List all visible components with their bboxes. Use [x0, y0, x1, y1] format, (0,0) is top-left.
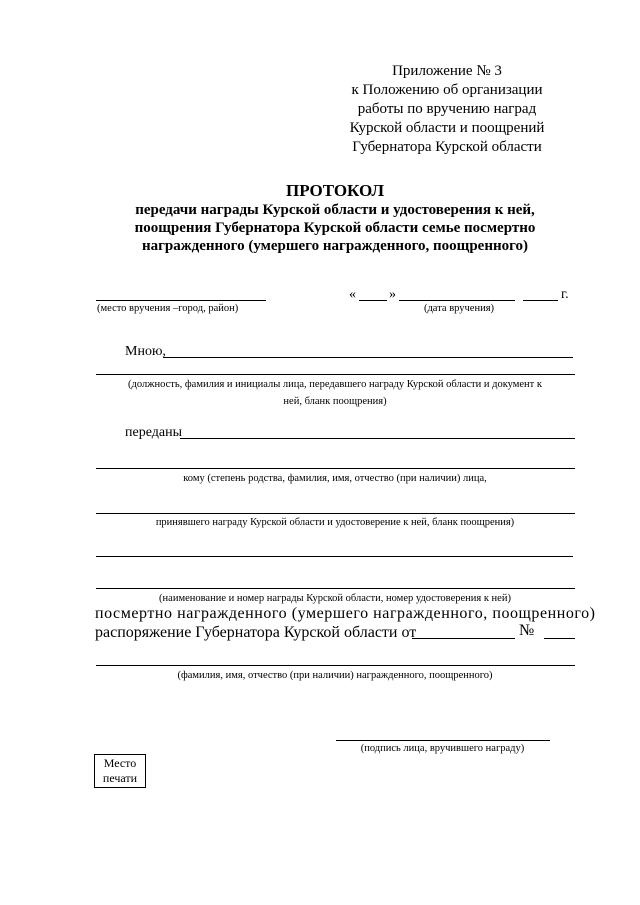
date-day-line[interactable]	[359, 300, 387, 301]
person-caption: (фамилия, имя, отчество (при наличии) награжденного, поощренного)	[177, 670, 493, 681]
by-me-label: Мною,	[125, 344, 166, 359]
order-date-line[interactable]	[412, 638, 515, 639]
award-field-line-2[interactable]	[96, 588, 575, 589]
place-field-line[interactable]	[96, 300, 266, 301]
appendix-line-3: работы по вручению наград	[357, 101, 537, 117]
protocol-subtitle-line-2: поощрения Губернатора Курской области семье посмертно	[134, 220, 536, 236]
recipient-field-line[interactable]	[96, 468, 575, 469]
year-suffix: г.	[561, 287, 569, 302]
accepted-caption: принявшего награду Курской области и удостоверение к ней, бланк поощрения)	[155, 517, 515, 528]
transferred-field-line[interactable]	[180, 438, 575, 439]
by-me-continuation-line[interactable]	[96, 374, 575, 375]
award-caption: (наименование и номер награды Курской области, номер удостоверения к ней)	[159, 593, 511, 604]
stamp-place-box	[94, 754, 146, 788]
order-no-sign: №	[519, 622, 535, 639]
signature-caption: (подпись лица, вручившего награду)	[360, 743, 525, 754]
appendix-line-4: Курской области и поощрений	[349, 120, 545, 136]
order-number-line[interactable]	[544, 638, 575, 639]
accepted-field-line[interactable]	[96, 513, 575, 514]
appendix-line-1: Приложение № 3	[392, 63, 502, 79]
recipient-caption: кому (степень родства, фамилия, имя, отчество (при наличии) лица,	[183, 473, 487, 484]
place-caption: (место вручения –город, район)	[97, 303, 239, 314]
posthumous-line: посмертно награжденного (умершего награжденного, поощренного)	[95, 605, 596, 622]
signature-field-line[interactable]	[336, 740, 550, 741]
person-field-line[interactable]	[96, 665, 575, 666]
by-me-field-line[interactable]	[163, 357, 573, 358]
date-open-quote: «	[349, 287, 356, 302]
stamp-line-1: Место	[103, 756, 137, 770]
date-close-quote: »	[389, 287, 396, 302]
by-me-caption-line-1: (должность, фамилия и инициалы лица, передавшего награду Курской области и документ к	[128, 379, 542, 390]
by-me-caption-line-2: ней, бланк поощрения)	[283, 396, 387, 407]
appendix-block	[327, 62, 567, 157]
date-caption: (дата вручения)	[423, 303, 495, 314]
award-field-line-1[interactable]	[96, 556, 573, 557]
transferred-label: переданы	[125, 425, 182, 440]
protocol-subtitle-line-1: передачи награды Курской области и удостоверения к ней,	[135, 202, 535, 218]
appendix-line-2: к Положению об организации	[351, 82, 543, 98]
date-month-line[interactable]	[399, 300, 515, 301]
protocol-title: ПРОТОКОЛ	[285, 181, 384, 200]
appendix-line-5: Губернатора Курской области	[352, 139, 542, 155]
date-year-line[interactable]	[523, 300, 558, 301]
order-prefix: распоряжение Губернатора Курской области от	[95, 624, 417, 641]
protocol-subtitle-line-3: награжденного (умершего награжденного, поощренного)	[141, 238, 529, 254]
stamp-line-2: печати	[102, 771, 138, 785]
